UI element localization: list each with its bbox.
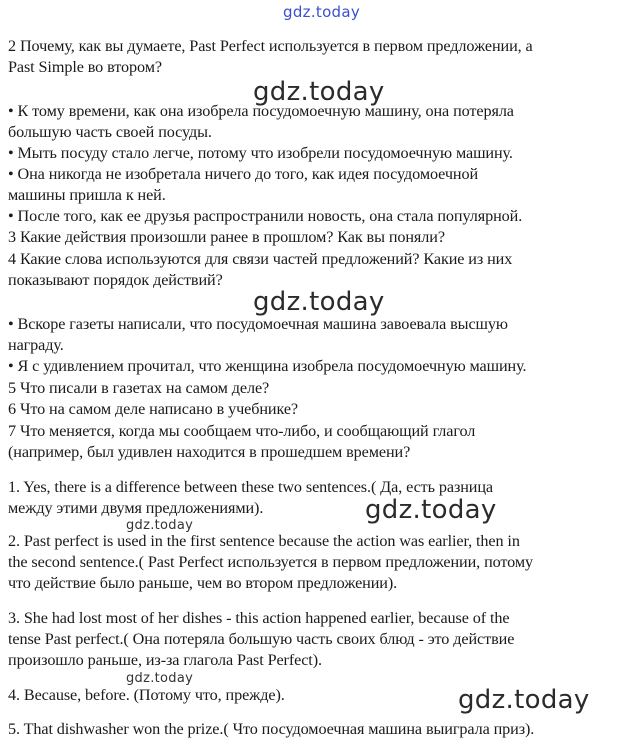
text-line: 2 Почему, как вы думаете, Past Perfect используется в первом предложении, а <box>8 37 533 55</box>
text-line: 4 Какие слова используются для связи частей предложений? Какие из них <box>8 250 513 268</box>
text-line: • Я с удивлением прочитал, что женщина изобрела посудомоечную машину. <box>8 357 527 375</box>
watermark-small: gdz.today <box>126 518 194 533</box>
text-line: Past Simple во втором? <box>8 58 162 76</box>
text-line: 4. Because, before. (Потому что, прежде). <box>8 686 285 704</box>
watermark-small: gdz.today <box>126 671 194 686</box>
text-line: что действие было раньше, чем во втором предложении). <box>8 574 398 592</box>
text-line: 6 Что на самом деле написано в учебнике? <box>8 400 299 418</box>
text-line: 1. Yes, there is a difference between these two sentences.( Да, есть разница <box>8 478 494 496</box>
text-line: the second sentence.( Past Perfect используется в первом предложении, потому <box>8 553 533 571</box>
watermark: gdz.today <box>458 685 590 715</box>
text-line: • Мыть посуду стало легче, потому что изобрели посудомоечную машину. <box>8 144 513 162</box>
watermark: gdz.today <box>253 77 385 107</box>
text-line: (например, был удивлен находится в прошедшем времени? <box>8 443 411 461</box>
text-line: показывают порядок действий? <box>8 271 223 289</box>
text-line: 7 Что меняется, когда мы сообщаем что-либо, и сообщающий глагол <box>8 422 476 440</box>
text-line: 2. Past perfect is used in the first sentence because the action was earlier, then in <box>8 532 520 550</box>
text-line: машины пришла к ней. <box>8 186 166 204</box>
text-line: 5 Что писали в газетах на самом деле? <box>8 379 270 397</box>
text-line: между этими двумя предложениями). <box>8 499 264 517</box>
text-line: • Вскоре газеты написали, что посудомоечная машина завоевала высшую <box>8 315 508 333</box>
watermark: gdz.today <box>253 287 385 317</box>
watermark-top: gdz.today <box>283 3 361 21</box>
watermark: gdz.today <box>365 495 497 525</box>
text-line: • К тому времени, как она изобрела посудомоечную машину, она потеряла <box>8 102 514 120</box>
text-line: • Она никогда не изобретала ничего до того, как идея посудомоечной <box>8 165 479 183</box>
text-line: 3. She had lost most of her dishes - this action happened earlier, because of the <box>8 609 510 627</box>
text-line: произошло раньше, из-за глагола Past Perfect). <box>8 651 322 669</box>
text-line: награду. <box>8 336 64 354</box>
text-line: tense Past perfect.( Она потеряла большую часть своих блюд - это действие <box>8 630 515 648</box>
text-line: 3 Какие действия произошли ранее в прошлом? Как вы поняли? <box>8 228 445 246</box>
text-line: • После того, как ее друзья распространили новость, она стала популярной. <box>8 207 523 225</box>
text-line: 5. That dishwasher won the prize.( Что посудомоечная машина выиграла приз). <box>8 720 535 738</box>
text-line: большую часть своей посуды. <box>8 123 212 141</box>
